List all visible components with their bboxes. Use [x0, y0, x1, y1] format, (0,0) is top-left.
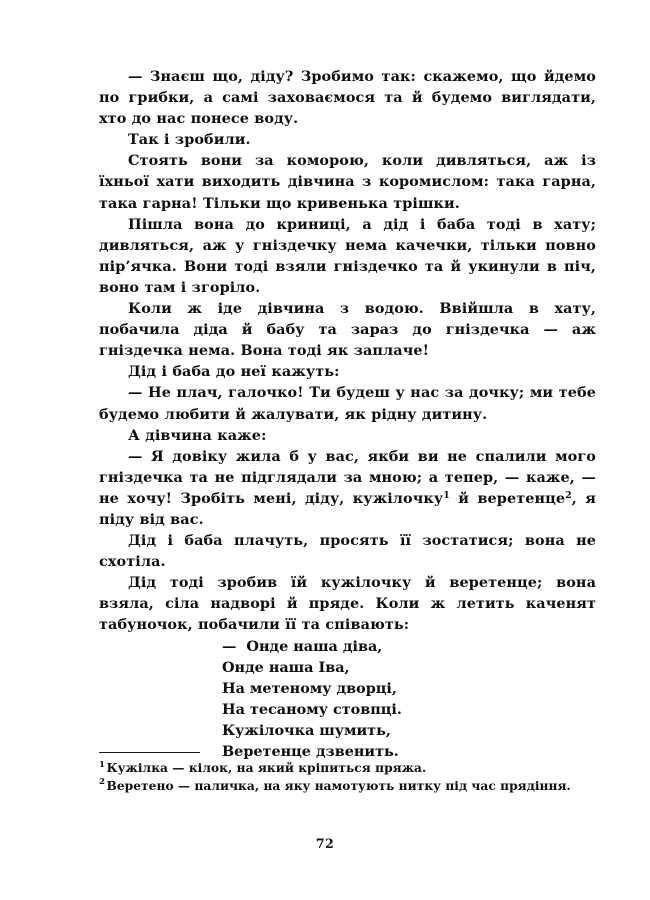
footnote-item — [99, 778, 599, 796]
footnote-text: Веретено — паличка, на яку намотують нитку під час прядіння. — [106, 778, 571, 793]
footnote-list — [99, 760, 599, 795]
footnote-marker: 2 — [99, 777, 106, 788]
footnote-ref-2[interactable]: 2 — [565, 489, 572, 501]
footnote-ref-1[interactable]: 1 — [443, 489, 450, 501]
verse-line: — Онде наша діва, — [222, 637, 383, 655]
page-text-block — [99, 66, 596, 762]
paragraph: Так і зробили. — [128, 131, 251, 149]
paragraph: Дід і баба до неї кажуть: — [128, 363, 340, 381]
paragraph-segment: , я піду від вас. — [99, 489, 597, 528]
paragraph-segment: — Я довіку жила б у вас, якби ви не спалили мого гніздечка та не підглядали за мною; а тепер, — каже, — не хочу! Зробіть мені, діду, кужілочку — [99, 447, 596, 507]
paragraph-segment: й веретенце — [449, 489, 566, 507]
verse-line: На метеному дворці, — [222, 679, 397, 697]
verse-line: На тесаному стовпці. — [222, 700, 402, 718]
footnote-marker: 1 — [99, 759, 106, 770]
verse-line: Кужілочка шумить, — [222, 721, 391, 739]
verse-block — [99, 636, 596, 763]
paragraph: Пішла вона до криниці, а дід і баба тоді в хату; дивляться, аж у гніздечку нема качечки, тільки повно пір’ячка. Вони тоді взяли гніздечко та й укинули в піч, воно там і згоріло. — [99, 215, 596, 296]
footnote-text: Кужілка — кілок, на який кріпиться пряжа. — [106, 761, 427, 775]
footnotes-section — [99, 752, 599, 795]
paragraph: А дівчина каже: — [128, 426, 267, 444]
paragraph: — Знаєш що, діду? Зробимо так: скажемо, що йдемо по грибки, а самі заховаємося та й будемо виглядати, хто до нас понесе воду. — [99, 68, 596, 128]
footnote-separator-rule — [99, 752, 200, 753]
verse-line: Веретенце дзвенить. — [222, 743, 399, 760]
paragraph: Коли ж іде дівчина з водою. Ввійшла в хату, побачила діда й бабу та зараз до гніздечка — аж гніздечка нема. Вона тоді як заплаче! — [99, 300, 596, 360]
paragraph-with-footnote-refs — [99, 446, 596, 530]
footnote-item — [99, 760, 599, 778]
verse-line: Онде наша Іва, — [222, 658, 350, 676]
paragraph: Дід і баба плачуть, просять її зостатися; вона не схотіла. — [99, 532, 596, 571]
paragraph: Дід тоді зробив їй кужілочку й веретенце; вона взяла, сіла надворі й пряде. Коли ж летить каченят табуночок, побачили її та співають: — [99, 574, 596, 634]
paragraph: — Не плач, галочко! Ти будеш у нас за дочку; ми тебе будемо любити й жалувати, як рідну дитину. — [99, 384, 596, 423]
paragraph: Стоять вони за коморою, коли дивляться, аж із їхньої хати виходить дівчина з коромислом: така гарна, така гарна! Тільки що кривенька трішки. — [99, 152, 596, 212]
page-number: 72 — [315, 836, 335, 851]
